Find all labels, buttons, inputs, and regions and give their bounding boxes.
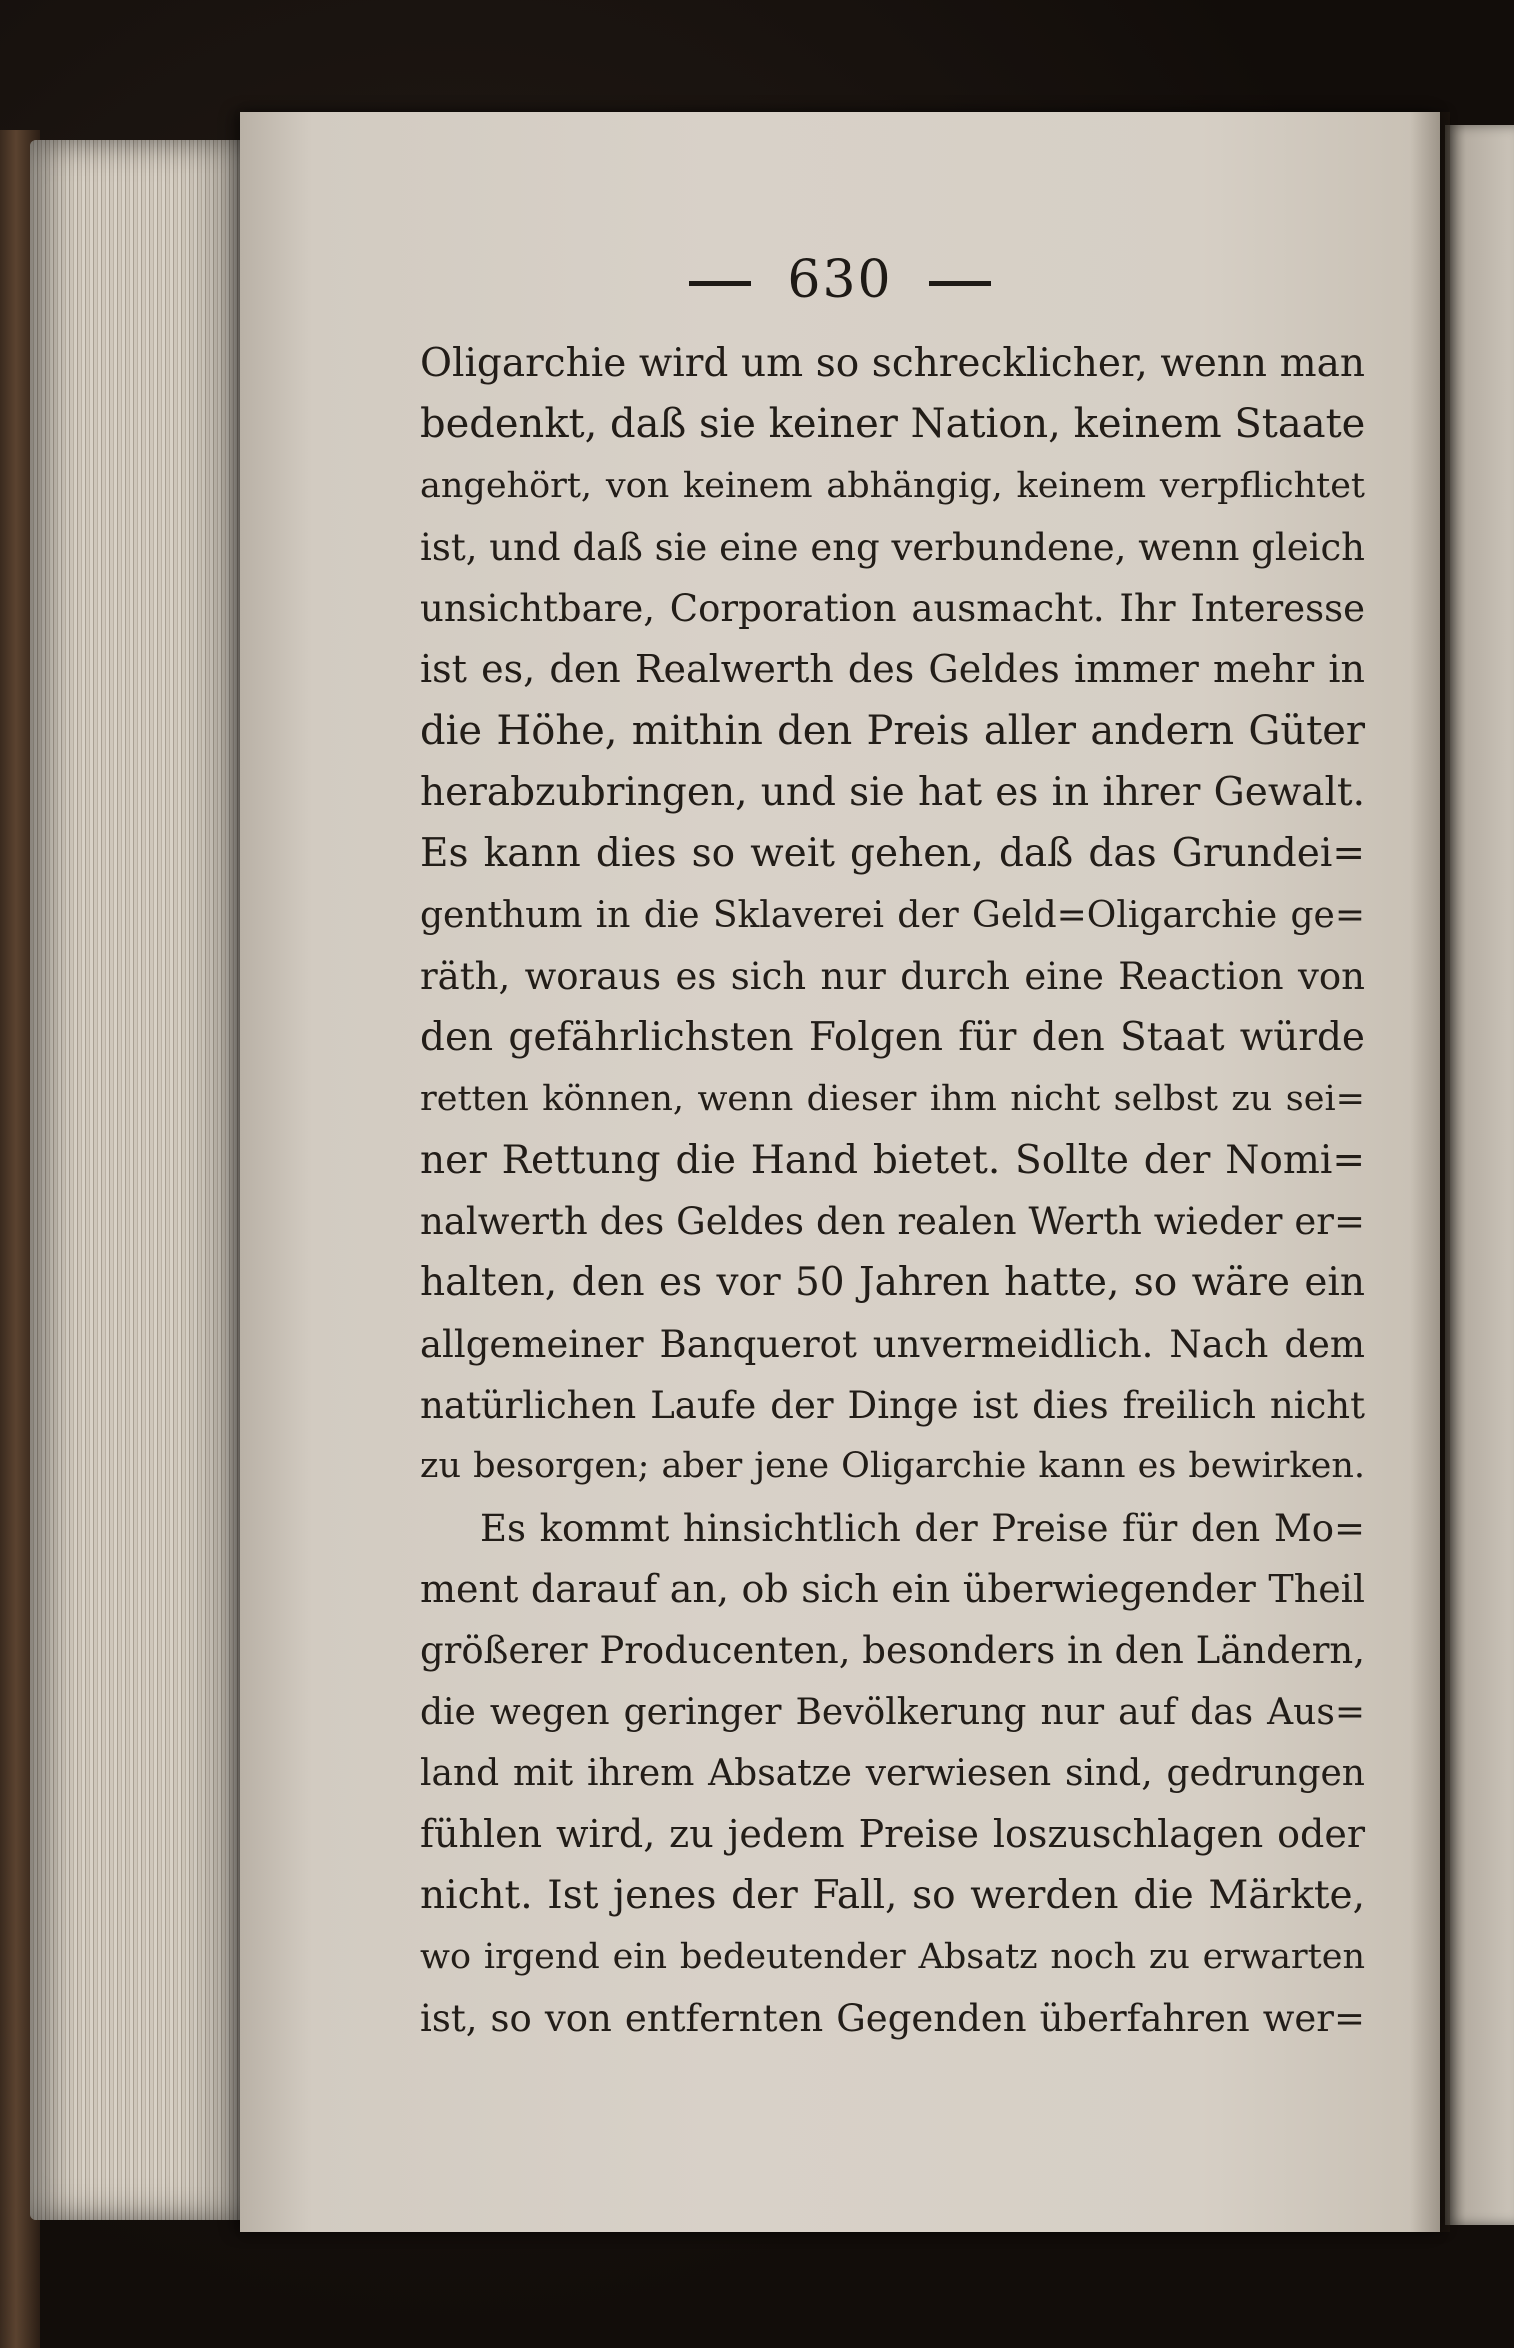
text-line: bedenkt, daß sie keiner Nation, keinem Staate [420, 401, 1366, 448]
page-edges [30, 140, 245, 2220]
text-line: natürlichen Laufe der Dinge ist dies freilich nicht [420, 1384, 1365, 1428]
page-body [420, 333, 1365, 2049]
text-line: land mit ihrem Absatze verwiesen sind, gedrungen [420, 1752, 1365, 1794]
text-line: ment darauf an, ob sich ein überwiegender Theil [420, 1566, 1365, 1611]
text-line: ist, und daß sie eine eng verbundene, wenn gleich [420, 525, 1365, 569]
text-line: ner Rettung die Hand bietet. Sollte der Nomi= [420, 1137, 1365, 1183]
text-line: ist, so von entfernten Gegenden überfahren wer= [420, 1997, 1365, 2041]
header-dash-left [689, 281, 751, 286]
page-header [240, 250, 1440, 310]
text-line: größerer Producenten, besonders in den Ländern, [420, 1629, 1365, 1673]
text-line: nalwerth des Geldes den realen Werth wieder er= [420, 1200, 1365, 1244]
text-line: Oligarchie wird um so schrecklicher, wenn man [420, 341, 1365, 386]
text-line: retten können, wenn dieser ihm nicht selbst zu sei= [420, 1078, 1365, 1119]
text-line: allgemeiner Banquerot unvermeidlich. Nach dem [420, 1322, 1365, 1366]
text-line: Es kann dies so weit gehen, daß das Grundei= [420, 831, 1365, 877]
text-line: nicht. Ist jenes der Fall, so werden die Märkte, [420, 1873, 1365, 1919]
text-line: angehört, von keinem abhängig, keinem verpflichtet [420, 465, 1365, 506]
text-line: ist es, den Realwerth des Geldes immer mehr in [420, 647, 1365, 692]
text-line: zu besorgen; aber jene Oligarchie kann es bewirken. [420, 1446, 1365, 1487]
text-line: die wegen geringer Bevölkerung nur auf das Aus= [420, 1691, 1365, 1733]
text-line: den gefährlichsten Folgen für den Staat würde [420, 1015, 1365, 1061]
text-line: räth, woraus es sich nur durch eine Reaction von [420, 954, 1365, 998]
text-line: herabzubringen, und sie hat es in ihrer Gewalt. [420, 770, 1365, 816]
text-line: unsichtbare, Corporation ausmacht. Ihr Interesse [420, 587, 1365, 631]
gutter-shadow [1410, 112, 1450, 2232]
text-line: genthum in die Sklaverei der Geld=Oligarchie ge= [420, 894, 1365, 936]
page-number: 630 [787, 250, 893, 310]
header-dash-right [929, 281, 991, 286]
text-line: wo irgend ein bedeutender Absatz noch zu erwarten [420, 1936, 1365, 1977]
text-line: fühlen wird, zu jedem Preise loszuschlagen oder [420, 1812, 1365, 1857]
text-line: die Höhe, mithin den Preis aller andern Güter [420, 707, 1365, 754]
facing-page-edge [1445, 125, 1514, 2225]
text-line: halten, den es vor 50 Jahren hatte, so wäre ein [420, 1260, 1365, 1306]
text-line: Es kommt hinsichtlich der Preise für den Mo= [480, 1506, 1365, 1550]
